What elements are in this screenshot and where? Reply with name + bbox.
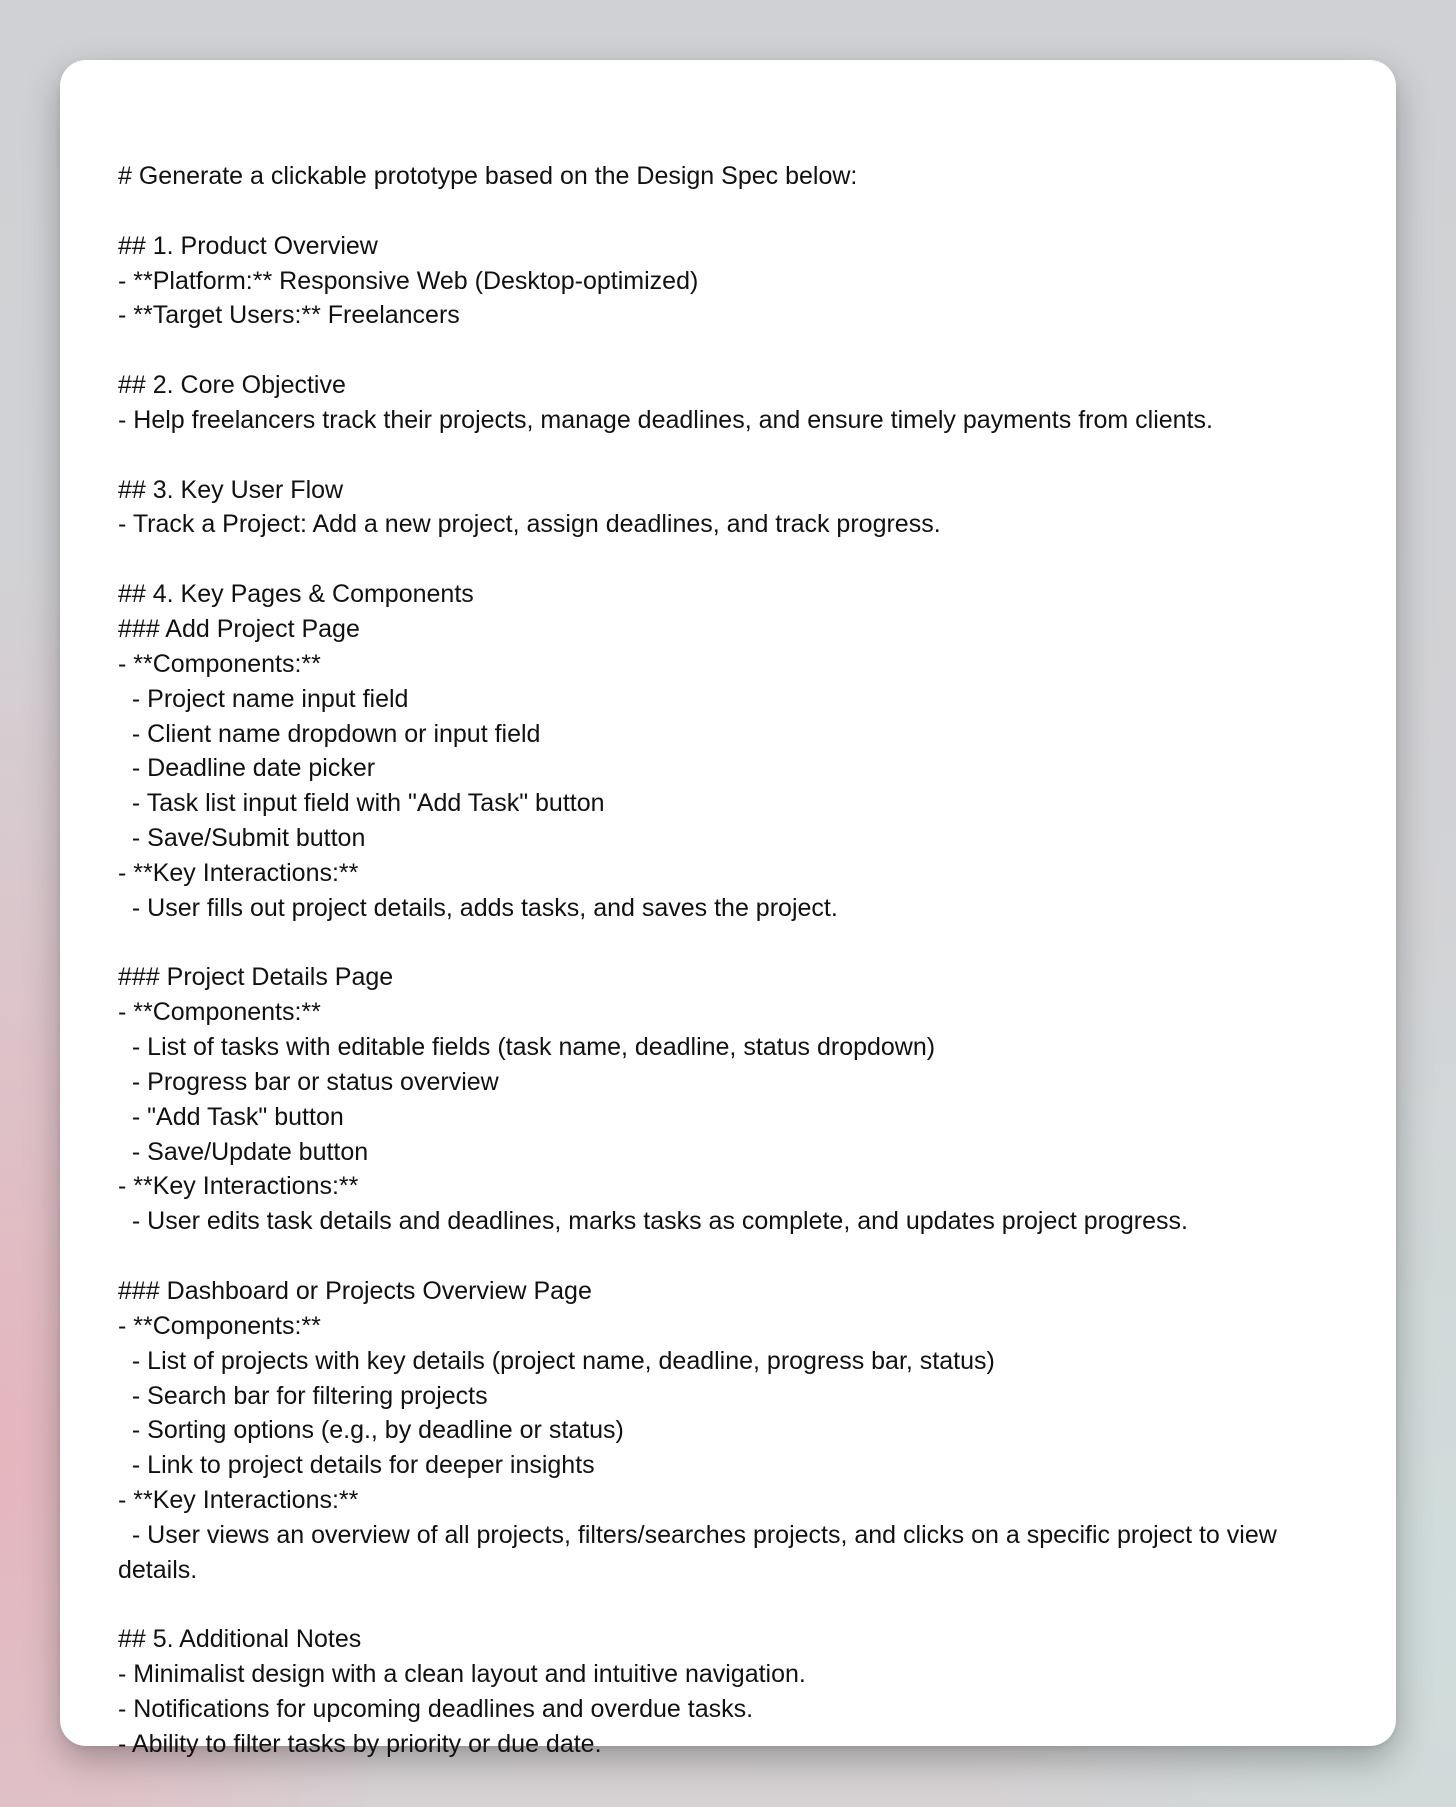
text-line: - **Target Users:** Freelancers — [118, 301, 460, 330]
design-spec-text — [118, 159, 1342, 1762]
text-line: - Ability to filter tasks by priority or due date. — [118, 1729, 602, 1758]
blank-line — [118, 926, 1342, 961]
text-line: - Save/Submit button — [118, 824, 366, 853]
blank-line — [118, 542, 1342, 577]
blank-line — [118, 1239, 1342, 1274]
text-line: - User edits task details and deadlines, marks tasks as complete, and updates project progress. — [118, 1207, 1188, 1236]
text-line: - **Key Interactions:** — [118, 858, 359, 887]
text-line: - **Components:** — [118, 1311, 321, 1340]
text-line: - "Add Task" button — [118, 1102, 344, 1131]
text-line: ## 3. Key User Flow — [118, 475, 344, 504]
text-line: - Sorting options (e.g., by deadline or status) — [118, 1416, 624, 1445]
text-line: - Client name dropdown or input field — [118, 719, 541, 748]
text-line: - Help freelancers track their projects, manage deadlines, and ensure timely payments from clients. — [118, 405, 1213, 434]
text-line: - User views an overview of all projects, filters/searches projects, and clicks on a specific project to view — [118, 1520, 1277, 1549]
text-line: ## 1. Product Overview — [118, 231, 378, 260]
text-line: - Track a Project: Add a new project, assign deadlines, and track progress. — [118, 510, 941, 539]
text-line: - Minimalist design with a clean layout and intuitive navigation. — [118, 1660, 806, 1689]
text-line: ## 4. Key Pages & Components — [118, 580, 474, 609]
text-line: ### Dashboard or Projects Overview Page — [118, 1277, 592, 1305]
text-line: ### Project Details Page — [118, 963, 394, 992]
text-line: - Project name input field — [118, 684, 409, 713]
blank-line — [118, 333, 1342, 368]
text-line: - Search bar for filtering projects — [118, 1381, 488, 1410]
text-line: ## 5. Additional Notes — [118, 1625, 362, 1654]
text-line: ### Add Project Page — [118, 614, 360, 643]
text-line: - **Key Interactions:** — [118, 1486, 359, 1515]
document-card — [60, 60, 1396, 1758]
text-line: - **Components:** — [118, 649, 321, 678]
text-line: - Task list input field with "Add Task" button — [118, 789, 605, 818]
text-line: - **Components:** — [118, 998, 321, 1027]
text-line: - Link to project details for deeper insights — [118, 1451, 595, 1480]
blank-line — [118, 1588, 1342, 1623]
text-line: - User fills out project details, adds tasks, and saves the project. — [118, 893, 838, 922]
text-line: - List of tasks with editable fields (task name, deadline, status dropdown) — [118, 1033, 936, 1062]
text-line: - Save/Update button — [118, 1137, 369, 1166]
text-line: - Deadline date picker — [118, 754, 376, 783]
text-line: - Progress bar or status overview — [118, 1067, 499, 1096]
text-line: - **Key Interactions:** — [118, 1172, 359, 1201]
blank-line — [118, 194, 1342, 229]
blank-line — [118, 438, 1342, 473]
text-line: - Notifications for upcoming deadlines and overdue tasks. — [118, 1695, 754, 1724]
text-line: - **Platform:** Responsive Web (Desktop-optimized) — [118, 266, 699, 295]
text-line: - List of projects with key details (project name, deadline, progress bar, status) — [118, 1346, 995, 1375]
text-line: # Generate a clickable prototype based on the Design Spec below: — [118, 162, 858, 190]
text-line: details. — [118, 1555, 198, 1584]
text-line: ## 2. Core Objective — [118, 371, 346, 400]
